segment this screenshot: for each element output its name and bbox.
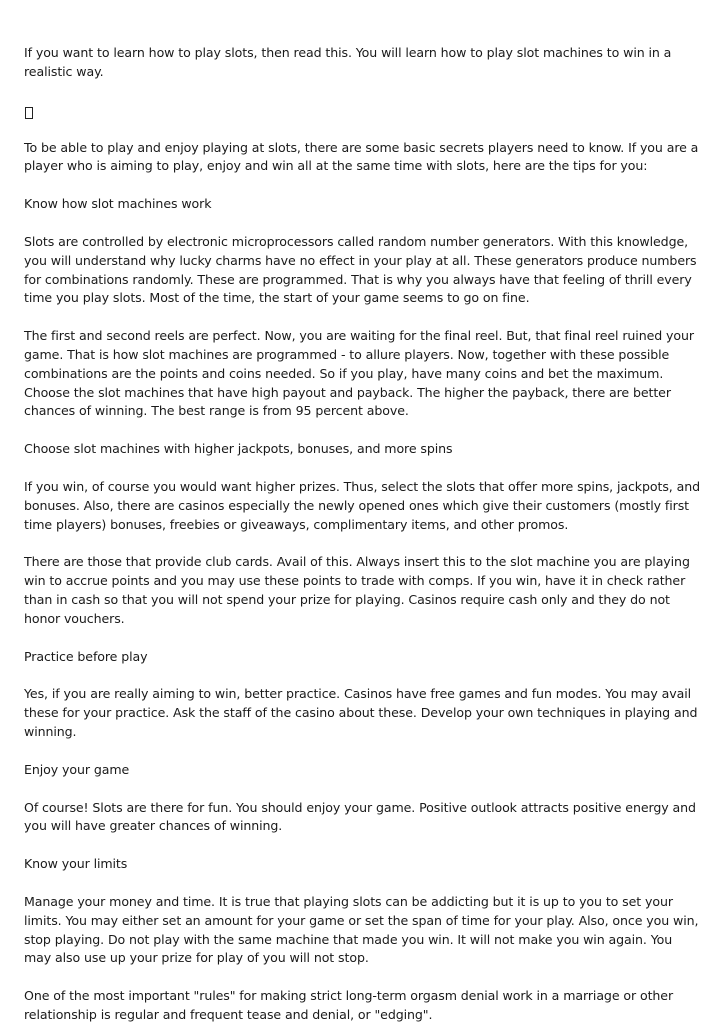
paragraph-rng: Slots are controlled by electronic microprocessors called random number generators. With this knowledge, you will understand why lucky charms have no effect in your play at all. These generators produce numbers for combinations randomly. These are programmed. That is why you always have that feeling of thrill every time you play slots. Most of the time, the start of your game seems to go on fine. (24, 233, 697, 306)
paragraph-intro: If you want to learn how to play slots, then read this. You will learn how to play slot machines to win in a realistic way. (24, 45, 672, 79)
paragraph-practice: Yes, if you are really aiming to win, better practice. Casinos have free games and fun modes. You may avail these for your practice. Ask the staff of the casino about these. Develop your own techniques in playing and winning. (24, 686, 698, 739)
paragraph-enjoy: Of course! Slots are there for fun. You should enjoy your game. Positive outlook attracts positive energy and you will have greater chances of winning. (24, 799, 696, 834)
paragraph-club-cards: There are those that provide club cards. Avail of this. Always insert this to the slot machine you are playing win to accrue points and you may use these points to trade with comps. If you win, have it in check rather than in cash so that you will not spend your prize for playing. Casinos require cash only and they do not honor vouchers. (24, 554, 690, 626)
missing-glyph-icon (24, 101, 700, 120)
heading-know-how: Know how slot machines work (24, 196, 212, 212)
heading-practice: Practice before play (24, 648, 148, 664)
paragraph-rules: One of the most important "rules" for making strict long-term orgasm denial work in a marriage or other relationship is regular and frequent tease and denial, or "edging". (24, 988, 674, 1022)
heading-limits: Know your limits (24, 856, 128, 872)
paragraph-prizes: If you win, of course you would want higher prizes. Thus, select the slots that offer more spins, jackpots, and bonuses. Also, there are casinos especially the newly opened ones which give their customers (mostly first time players) bonuses, freebies or giveaways, complimentary items, and other promos. (24, 478, 700, 532)
heading-choose-machines: Choose slot machines with higher jackpots, bonuses, and more spins (24, 441, 453, 457)
heading-enjoy: Enjoy your game (24, 761, 130, 777)
paragraph-basic-secrets: To be able to play and enjoy playing at slots, there are some basic secrets players need to know. If you are a player who is aiming to play, enjoy and win all at the same time with slots, here are the tips for you: (24, 139, 699, 174)
missing-glyph-box-icon (25, 107, 33, 119)
paragraph-reels: The first and second reels are perfect. Now, you are waiting for the final reel. But, that final reel ruined your game. That is how slot machines are programmed - to allure players. Now, together with these possible combinations are the points and coins needed. So if you play, have many coins and bet the maximum. Choose the slot machines that have high payout and payback. The higher the payback, there are better chances of winning. The best range is from 95 percent above. (24, 328, 694, 419)
paragraph-limits: Manage your money and time. It is true that playing slots can be addicting but it is up to you to set your limits. You may either set an amount for your game or set the span of time for your play. Also, once you win, stop playing. Do not play with the same machine that made you win. It will not make you win again. You may also use up your prize for play of you will not stop. (24, 893, 699, 966)
